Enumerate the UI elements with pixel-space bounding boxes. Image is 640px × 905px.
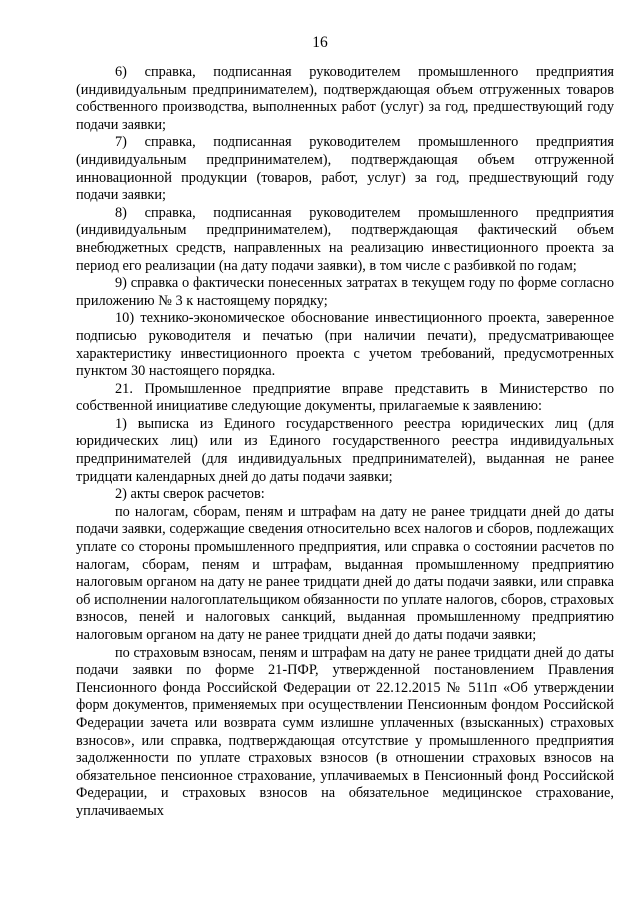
paragraph-item-9: 9) справка о фактически понесенных затратах в текущем году по форме согласно приложению № 3 к настоящему порядку; — [76, 275, 614, 309]
paragraph-subitem-2: 2) акты сверок расчетов: — [115, 486, 265, 503]
document-body — [76, 64, 614, 821]
paragraph-subitem-1: 1) выписка из Единого государственного реестра юридических лиц (для юридических лиц) или из Единого государственного реестра индивидуальных предпринимателей (для индивидуальных предпринимателей), выданная не ранее тридцати календарных дней до даты подачи заявки; — [76, 415, 614, 485]
paragraph-insurance: по страховым взносам, пеням и штрафам на дату не ранее тридцати дней до даты подачи заявки по форме 21-ПФР, утвержденной постановлением Правления Пенсионного фонда Российской Федерации от 22.12.2015 № 511п «Об утверждении форм документов, применяемых при осуществлении Пенсионным фондом Российской Федерации зачета или возврата сумм излишне уплаченных (взысканных) страховых взносов», или справка, подтверждающая отсутствие у промышленного предприятия задолженности по уплате страховых взносов (в отношении страховых взносов на обязательное пенсионное страхование, уплачиваемых в Пенсионный фонд Российской Федерации, и страховых взносов на обязательное медицинское страхование, уплачиваемых — [76, 644, 614, 819]
paragraph-item-6: 6) справка, подписанная руководителем промышленного предприятия (индивидуальным предпринимателем), подтверждающая объем отгруженных товаров собственного производства, выполненных работ (услуг) за год, предшествующий году подачи заявки; — [76, 64, 614, 133]
paragraph-item-8: 8) справка, подписанная руководителем промышленного предприятия (индивидуальным предпринимателем), подтверждающая фактический объем внебюджетных средств, направленных на реализацию инвестиционного проекта за период его реализации (на дату подачи заявки), в том числе с разбивкой по годам; — [76, 204, 614, 274]
paragraph-clause-21: 21. Промышленное предприятие вправе представить в Министерство по собственной инициативе следующие документы, прилагаемые к заявлению: — [76, 380, 614, 415]
page-number: 16 — [312, 34, 328, 51]
paragraph-item-7: 7) справка, подписанная руководителем промышленного предприятия (индивидуальным предпринимателем), подтверждающая объем отгруженной инновационной продукции (товаров, работ, услуг) за год, предшествующий году подачи заявки; — [76, 134, 614, 204]
paragraph-item-10: 10) технико-экономическое обоснование инвестиционного проекта, заверенное подписью руководителя и печатью (при наличии печати), предусматривающее характеристику инвестиционного проекта с учетом требований, предусмотренных пунктом 30 настоящего порядка. — [76, 310, 614, 380]
paragraph-taxes: по налогам, сборам, пеням и штрафам на дату не ранее тридцати дней до даты подачи заявки, содержащие сведения относительно всех налогов и сборов, подлежащих уплате со стороны промышленного предприятия, или справка о состоянии расчетов по налогам, сборам, пеням и штрафам, выданная промышленному предприятию налоговым органом на дату не ранее тридцати дней до даты подачи заявки, или справка об исполнении налогоплательщиком обязанности по уплате налогов, сборов, страховых взносов, пеней и налоговых санкций, выданная промышленному предприятию налоговым органом на дату не ранее тридцати дней до даты подачи заявки; — [76, 503, 614, 643]
